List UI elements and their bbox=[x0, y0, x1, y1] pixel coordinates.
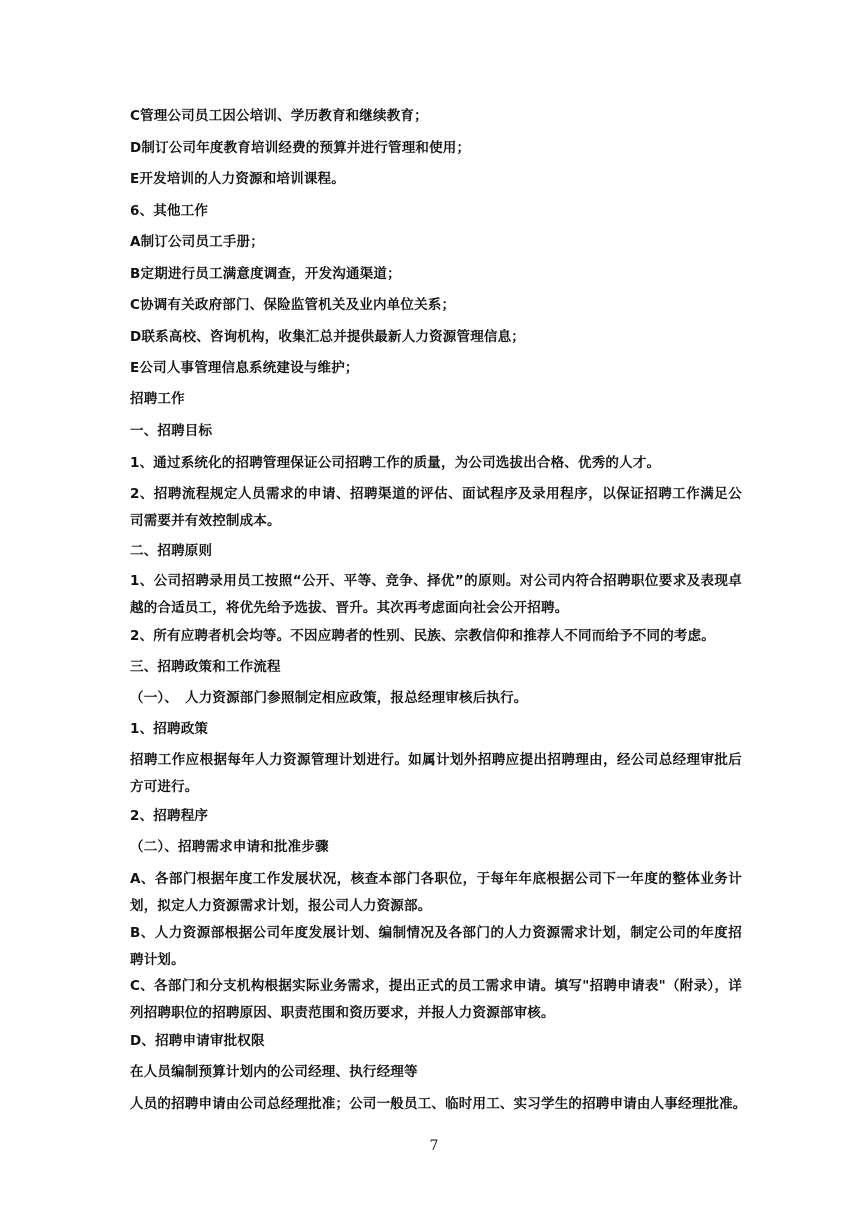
paragraph: C协调有关政府部门、保险监管机关及业内单位关系； bbox=[130, 297, 456, 313]
paragraph: D联系高校、咨询机构，收集汇总并提供最新人力资源管理信息； bbox=[130, 329, 526, 345]
paragraph: B定期进行员工满意度调查，开发沟通渠道； bbox=[130, 266, 401, 282]
paragraph: A制订公司员工手册； bbox=[130, 234, 264, 250]
paragraph: 1、公司招聘录用员工按照“公开、平等、竞争、择优”的原则。对公司内符合招聘职位要求及表现卓越的合适员工，将优先给予选拔、晋升。其次再考虑面向社会公开招聘。 bbox=[130, 573, 742, 616]
section-heading: 招聘工作 bbox=[130, 391, 185, 407]
paragraph: E公司人事管理信息系统建设与维护； bbox=[130, 360, 359, 376]
paragraph: D制订公司年度教育培训经费的预算并进行管理和使用； bbox=[130, 140, 471, 156]
paragraph: 在人员编制预算计划内的公司经理、执行经理等 bbox=[130, 1064, 418, 1080]
section-heading: 二、招聘原则 bbox=[130, 543, 213, 559]
paragraph: 人员的招聘申请由公司总经理批准；公司一般员工、临时用工、实习学生的招聘申请由人事经理批准。 bbox=[130, 1096, 747, 1112]
paragraph: C管理公司员工因公培训、学历教育和继续教育； bbox=[130, 108, 428, 124]
paragraph: B、人力资源部根据公司年度发展计划、编制情况及各部门的人力资源需求计划，制定公司的年度招聘计划。 bbox=[130, 925, 742, 968]
page-number: 7 bbox=[429, 1138, 439, 1154]
paragraph: C、各部门和分支机构根据实际业务需求，提出正式的员工需求申请。填写"招聘申请表"（附录），详列招聘职位的招聘原因、职责范围和资历要求，并报人力资源部审核。 bbox=[130, 978, 742, 1021]
paragraph: E开发培训的人力资源和培训课程。 bbox=[130, 171, 345, 187]
paragraph: 6、其他工作 bbox=[130, 203, 209, 219]
section-heading: 三、招聘政策和工作流程 bbox=[130, 659, 281, 675]
section-heading: （二）、招聘需求申请和批准步骤 bbox=[130, 839, 329, 855]
section-heading: 1、招聘政策 bbox=[130, 721, 209, 737]
paragraph: 2、招聘流程规定人员需求的申请、招聘渠道的评估、面试程序及录用程序，以保证招聘工作满足公司需要并有效控制成本。 bbox=[130, 486, 742, 529]
paragraph: 2、所有应聘者机会均等。不因应聘者的性别、民族、宗教信仰和推荐人不同而给予不同的考虑。 bbox=[130, 628, 715, 644]
paragraph: 招聘工作应根据每年人力资源管理计划进行。如属计划外招聘应提出招聘理由，经公司总经理审批后方可进行。 bbox=[130, 752, 742, 795]
paragraph: A、各部门根据年度工作发展状况，核查本部门各职位，于每年年底根据公司下一年度的整体业务计划，拟定人力资源需求计划，报公司人力资源部。 bbox=[130, 871, 742, 914]
section-heading: 一、招聘目标 bbox=[130, 423, 213, 439]
section-heading: D、招聘申请审批权限 bbox=[130, 1033, 265, 1049]
section-heading: 2、招聘程序 bbox=[130, 808, 209, 824]
paragraph: （一）、 人力资源部门参照制定相应政策，报总经理审核后执行。 bbox=[130, 690, 528, 706]
paragraph: 1、通过系统化的招聘管理保证公司招聘工作的质量，为公司选拔出合格、优秀的人才。 bbox=[130, 455, 661, 471]
